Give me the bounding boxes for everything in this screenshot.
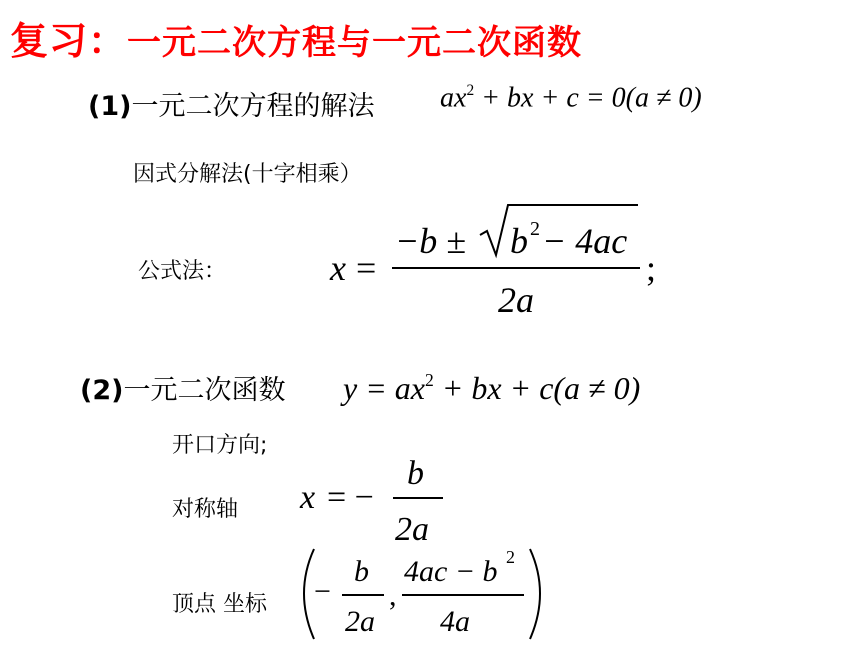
svg-text:− 4ac: − 4ac — [542, 221, 628, 261]
svg-text:=: = — [356, 248, 377, 288]
svg-text:4ac − b: 4ac − b — [404, 555, 498, 588]
section1-title: 一元二次方程的解法 — [131, 91, 375, 122]
title-prefix: 复习： — [10, 19, 128, 63]
svg-text:= −: = − — [327, 479, 374, 516]
svg-text:b: b — [510, 221, 528, 261]
quadratic-function: $y = ax^2$ + bx + c(a ≠ 0) — [343, 370, 641, 407]
page-title — [10, 10, 582, 65]
quadratic-equation: $ax^2$ + bx + c = 0(a ≠ 0) — [440, 82, 702, 114]
svg-text:x: x — [330, 248, 346, 288]
title-main: 一元二次方程与一元二次函数 — [127, 23, 583, 63]
svg-text:2: 2 — [506, 547, 515, 567]
svg-text:x: x — [300, 479, 316, 516]
section2-title: 一元二次函数 — [123, 375, 286, 406]
section1-heading — [88, 84, 374, 123]
svg-text:2a: 2a — [395, 511, 429, 548]
svg-text:b: b — [354, 555, 369, 588]
section1-number: (1) — [88, 91, 132, 122]
svg-text:2: 2 — [530, 218, 540, 240]
axis-formula — [295, 448, 455, 558]
formula-method-label: 公式法： — [138, 259, 227, 284]
right-paren — [530, 549, 540, 639]
svg-text:4a: 4a — [440, 605, 470, 638]
svg-text:b: b — [407, 455, 424, 492]
svg-text:;: ; — [646, 248, 657, 288]
svg-text:2a: 2a — [498, 280, 534, 320]
vertex-formula — [292, 543, 557, 645]
svg-text:2a: 2a — [345, 605, 375, 638]
factoring-method-label: 因式分解法(十字相乘） — [133, 162, 362, 187]
quadratic-formula — [320, 195, 680, 325]
svg-text:−b ±: −b ± — [395, 221, 467, 261]
svg-text:,: , — [389, 579, 397, 612]
left-paren — [304, 549, 314, 639]
section2-number: (2) — [80, 375, 124, 406]
opening-direction-label: 开口方向; — [172, 433, 268, 458]
axis-of-symmetry-label: 对称轴 — [172, 497, 239, 522]
svg-text:−: − — [314, 575, 331, 608]
vertex-label: 顶点 坐标 — [172, 592, 267, 617]
section2-heading — [80, 368, 285, 407]
